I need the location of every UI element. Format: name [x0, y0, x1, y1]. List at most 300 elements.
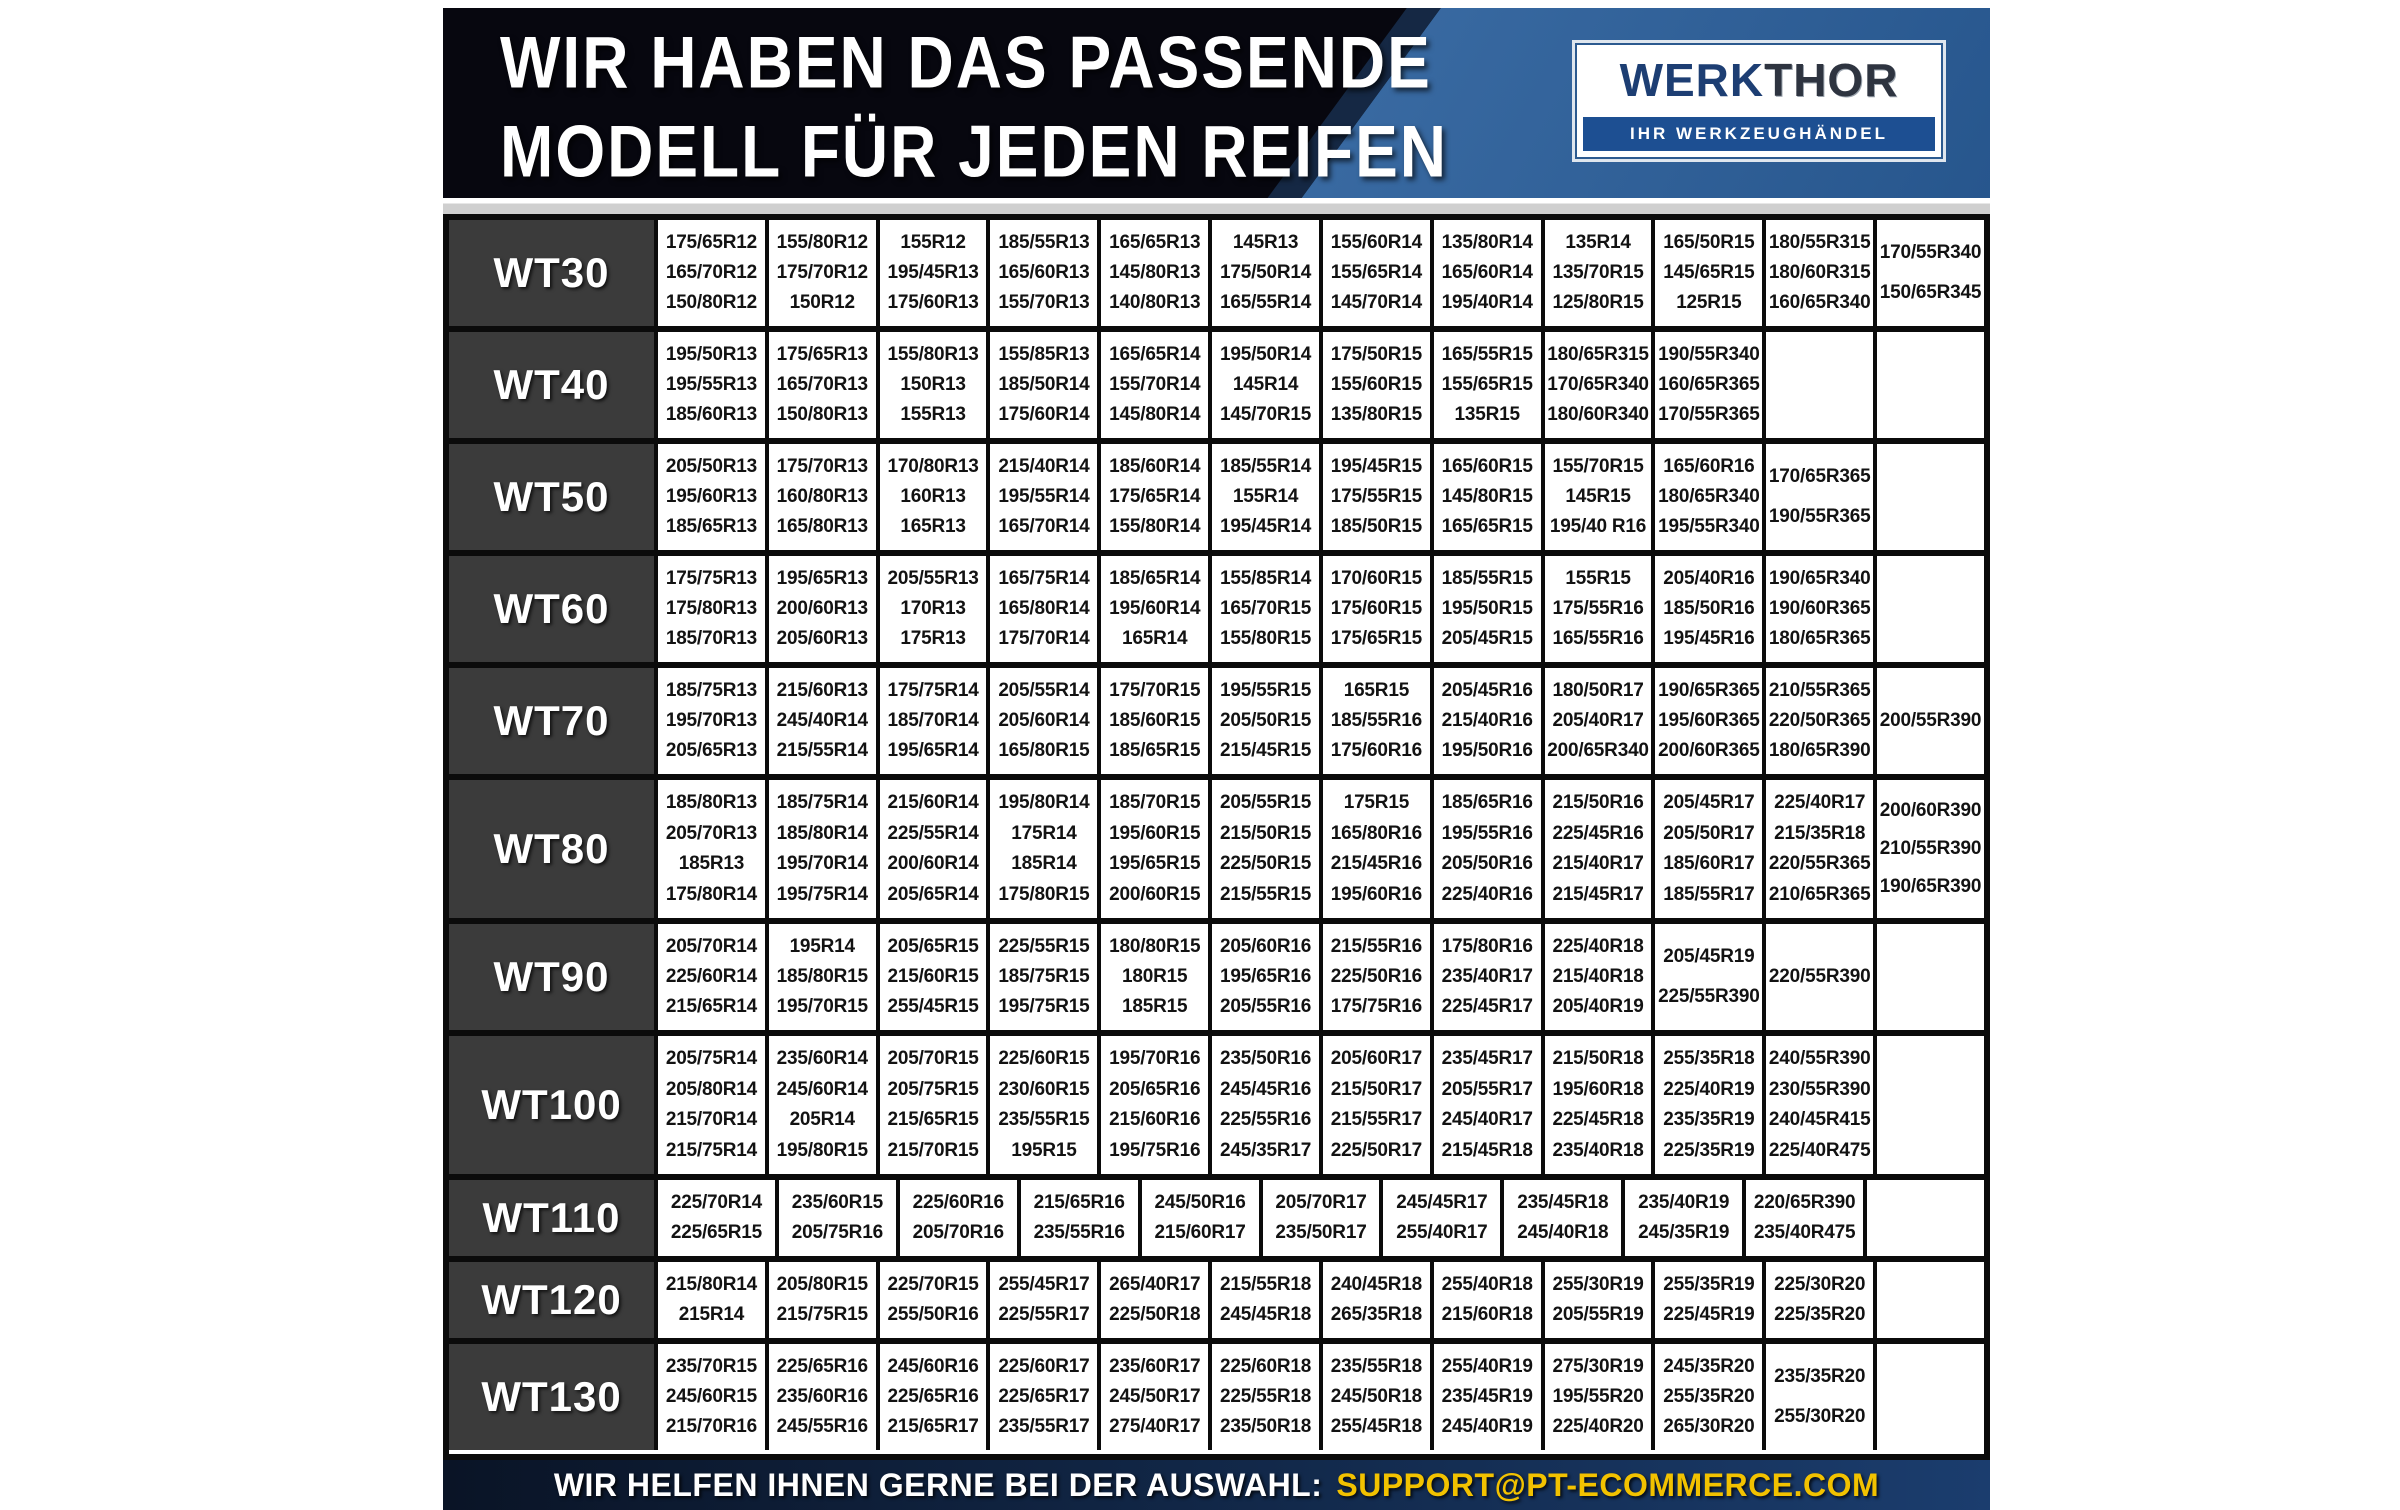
tire-size: 145/80R14	[1109, 404, 1201, 425]
tire-size: 215/50R16	[1552, 792, 1644, 814]
tire-size: 195/45R15	[1330, 456, 1422, 477]
tire-size-cell	[1379, 1180, 1500, 1256]
model-label: WT70	[449, 668, 654, 774]
tire-size: 185/70R15	[1109, 792, 1201, 814]
tire-size-cell	[1319, 924, 1430, 1030]
tire-size: 135R15	[1454, 404, 1520, 425]
tire-size: 225/40R20	[1552, 1416, 1644, 1437]
tire-size: 225/70R14	[670, 1192, 763, 1213]
footer-bar	[443, 1460, 1990, 1510]
row-cells	[654, 220, 1984, 326]
footer-support-email: SUPPORT@PT-ECOMMERCE.COM	[1336, 1466, 1880, 1503]
tire-size: 155/80R12	[776, 232, 868, 253]
tire-size: 200/55R390	[1879, 710, 1982, 731]
tire-size: 240/55R390	[1768, 1048, 1871, 1070]
tire-size: 245/35R20	[1663, 1356, 1755, 1377]
tire-size: 195/55R20	[1552, 1386, 1644, 1407]
tire-size: 200/60R390	[1879, 800, 1982, 821]
tire-size: 135/70R15	[1552, 262, 1644, 283]
tire-size: 185/65R15	[1109, 740, 1201, 761]
tire-size: 235/50R17	[1275, 1222, 1367, 1243]
tire-size-cell	[1651, 924, 1762, 1030]
tire-size-cell	[986, 924, 1097, 1030]
tire-size: 185/55R15	[1441, 568, 1533, 589]
row-cells	[654, 1262, 1984, 1338]
tire-size: 205/55R13	[887, 568, 979, 589]
tire-size: 240/45R18	[1330, 1274, 1422, 1295]
tire-size: 195/45R16	[1663, 628, 1755, 649]
table-row	[449, 550, 1984, 662]
tire-size: 190/55R340	[1658, 344, 1760, 365]
tire-size: 150R13	[900, 374, 966, 395]
tire-size: 210/55R365	[1768, 680, 1871, 701]
tire-size: 195/45R14	[1219, 516, 1312, 537]
tire-size-cell	[775, 1180, 896, 1256]
tire-size-cell	[654, 1036, 765, 1174]
tire-size: 180/60R315	[1768, 262, 1871, 283]
tire-size: 180R15	[1122, 966, 1188, 987]
table-row	[449, 438, 1984, 550]
tire-size: 235/40R475	[1753, 1222, 1856, 1243]
tire-size-cell	[765, 780, 876, 918]
tire-size: 165/55R16	[1552, 628, 1644, 649]
tire-size: 205/70R16	[912, 1222, 1004, 1243]
tire-size: 225/60R15	[998, 1048, 1090, 1070]
tire-size: 205/65R16	[1109, 1078, 1201, 1100]
tire-size: 135/80R15	[1330, 404, 1422, 425]
title-line-2: MODELL FÜR JEDEN REIFEN	[500, 110, 1448, 193]
tire-size-cell	[876, 1262, 987, 1338]
table-row	[449, 1030, 1984, 1174]
tire-size: 265/40R17	[1109, 1274, 1201, 1295]
tire-size: 195/70R13	[665, 710, 757, 731]
tire-size-cell	[765, 220, 876, 326]
tire-size-cell	[1541, 668, 1652, 774]
tire-size: 180/80R15	[1109, 936, 1201, 957]
tire-size: 225/55R18	[1219, 1386, 1312, 1407]
tire-size: 205/70R17	[1275, 1192, 1367, 1213]
tire-size: 175R13	[900, 628, 966, 649]
tire-size: 205/60R13	[776, 628, 868, 649]
tire-size: 215/75R15	[776, 1304, 868, 1325]
tire-size: 205/55R17	[1441, 1078, 1533, 1100]
tire-size: 175/65R13	[776, 344, 868, 365]
tire-size: 175/50R14	[1219, 262, 1312, 283]
tire-size: 185/55R16	[1330, 710, 1422, 731]
tire-size: 245/50R16	[1154, 1192, 1246, 1213]
tire-size: 175/75R13	[665, 568, 757, 589]
tire-size: 195/50R13	[665, 344, 757, 365]
tire-size: 175/75R14	[887, 680, 979, 701]
tire-size: 205/50R15	[1219, 710, 1312, 731]
row-cells	[654, 1180, 1984, 1256]
tire-size-cell	[1319, 668, 1430, 774]
tire-size: 205/65R14	[887, 883, 979, 905]
tire-size: 225/55R17	[998, 1304, 1090, 1325]
tire-size-cell	[986, 1262, 1097, 1338]
tire-size: 225/60R14	[665, 966, 757, 987]
tire-size: 155R15	[1565, 568, 1631, 589]
tire-size: 145R15	[1565, 486, 1631, 507]
tire-size: 205/45R16	[1441, 680, 1533, 701]
table-row	[449, 1256, 1984, 1338]
tire-size: 195/65R16	[1219, 966, 1312, 987]
tire-size: 195/55R16	[1441, 822, 1533, 844]
tire-size: 225/50R16	[1330, 966, 1422, 987]
tire-size: 220/65R390	[1753, 1192, 1856, 1213]
tire-size: 245/45R18	[1219, 1304, 1312, 1325]
tire-size-cell	[1430, 1036, 1541, 1174]
page-title	[500, 18, 1448, 196]
tire-size: 255/45R17	[998, 1274, 1090, 1295]
tire-size: 160/80R13	[776, 486, 868, 507]
tire-size: 185/70R13	[665, 628, 757, 649]
tire-size: 200/60R15	[1109, 883, 1201, 905]
tire-size: 205/60R14	[998, 710, 1090, 731]
tire-size: 215/55R15	[1219, 883, 1312, 905]
tire-size: 165R14	[1122, 628, 1188, 649]
tire-size: 200/60R14	[887, 853, 979, 875]
tire-size: 210/65R365	[1768, 883, 1871, 905]
tire-size: 215/40R16	[1441, 710, 1533, 731]
tire-size: 220/55R365	[1768, 853, 1871, 875]
row-cells	[654, 444, 1984, 550]
model-label: WT100	[449, 1036, 654, 1174]
tire-size: 225/70R15	[887, 1274, 979, 1295]
tire-size: 215/50R17	[1330, 1078, 1422, 1100]
tire-size: 215/60R14	[887, 792, 979, 814]
tire-size-cell	[1208, 668, 1319, 774]
table-row	[449, 220, 1984, 326]
tire-size: 235/50R16	[1219, 1048, 1312, 1070]
tire-size-cell	[1541, 556, 1652, 662]
tire-size-cell	[1430, 220, 1541, 326]
row-cells	[654, 1036, 1984, 1174]
tire-size: 195/50R16	[1441, 740, 1533, 761]
tire-size-cell	[1430, 444, 1541, 550]
tire-size: 215/60R17	[1154, 1222, 1246, 1243]
tire-size-cell	[986, 332, 1097, 438]
tire-size-cell	[654, 556, 765, 662]
tire-size-cell	[1097, 1262, 1208, 1338]
tire-size-cell	[654, 1262, 765, 1338]
tire-size-cell	[654, 780, 765, 918]
tire-size-cell	[1873, 780, 1984, 918]
tire-size-cell	[1097, 220, 1208, 326]
tire-size: 175/70R14	[998, 628, 1090, 649]
tire-size-cell	[1742, 1180, 1863, 1256]
tire-size: 235/60R16	[776, 1386, 868, 1407]
tire-size-cell	[654, 332, 765, 438]
tire-size: 225/65R15	[670, 1222, 763, 1243]
tire-size: 225/30R20	[1774, 1274, 1866, 1295]
tire-size: 215/70R15	[887, 1139, 979, 1161]
empty-cell	[1762, 332, 1873, 438]
tire-size: 225/40R19	[1663, 1078, 1755, 1100]
tire-size: 205/50R17	[1663, 822, 1755, 844]
tire-size-cell	[1208, 556, 1319, 662]
tire-size: 190/65R340	[1768, 568, 1871, 589]
tire-size: 180/65R390	[1768, 740, 1871, 761]
tire-size: 195/40 R16	[1549, 516, 1647, 537]
table-row	[449, 918, 1984, 1030]
tire-size-cell	[876, 220, 987, 326]
tire-size-cell	[765, 1036, 876, 1174]
tire-size-cell	[986, 220, 1097, 326]
tire-size: 185/75R15	[998, 966, 1090, 987]
tire-size: 175/75R16	[1330, 996, 1422, 1017]
tire-size: 195/75R15	[998, 996, 1090, 1017]
tire-size: 185/60R13	[665, 404, 757, 425]
tire-size-cell	[1651, 1262, 1762, 1338]
tire-size: 215/55R18	[1219, 1274, 1312, 1295]
tire-size: 205/45R15	[1441, 628, 1533, 649]
tire-size: 195/60R18	[1552, 1078, 1644, 1100]
tire-size-cell	[1873, 668, 1984, 774]
tire-size: 245/60R14	[776, 1078, 868, 1100]
tire-size: 180/65R315	[1547, 344, 1649, 365]
tire-size-cell	[1430, 1262, 1541, 1338]
tire-size: 195R15	[1011, 1139, 1077, 1161]
tire-size: 175/80R15	[998, 883, 1090, 905]
tire-size: 235/55R17	[998, 1416, 1090, 1437]
tire-size: 160/65R340	[1768, 292, 1871, 313]
empty-cell	[1873, 1344, 1984, 1450]
tire-size-cell	[1541, 924, 1652, 1030]
tire-size: 185/80R13	[665, 792, 757, 814]
model-label: WT40	[449, 332, 654, 438]
tire-size-cell	[1097, 1036, 1208, 1174]
tire-size: 225/35R19	[1663, 1139, 1755, 1161]
tire-size-cell	[654, 444, 765, 550]
tire-size: 175/55R16	[1552, 598, 1644, 619]
tire-size: 275/40R17	[1109, 1416, 1201, 1437]
tire-size: 175/70R15	[1109, 680, 1201, 701]
tire-size: 200/65R340	[1547, 740, 1649, 761]
tire-size: 145R13	[1232, 232, 1299, 253]
tire-size: 195/45R13	[887, 262, 979, 283]
tire-size-cell	[1097, 556, 1208, 662]
tire-size: 225/40R17	[1774, 792, 1866, 814]
tire-size: 255/40R17	[1396, 1222, 1488, 1243]
tire-size-cell	[1762, 668, 1873, 774]
tire-size: 225/45R17	[1441, 996, 1533, 1017]
tire-size: 215/40R14	[998, 456, 1090, 477]
tire-size: 255/45R18	[1330, 1416, 1422, 1437]
tire-size: 225/60R18	[1219, 1356, 1312, 1377]
tire-size: 225/45R18	[1552, 1109, 1644, 1131]
tire-size: 225/60R16	[912, 1192, 1004, 1213]
tire-size: 165/55R14	[1219, 292, 1312, 313]
tire-size: 155/70R13	[998, 292, 1090, 313]
tire-size: 215/45R15	[1219, 740, 1312, 761]
tire-size: 195/60R14	[1109, 598, 1201, 619]
tire-size-cell	[1097, 444, 1208, 550]
table-row	[449, 1174, 1984, 1256]
tire-size: 245/45R16	[1219, 1078, 1312, 1100]
tire-size-cell	[876, 1036, 987, 1174]
tire-size: 215/60R16	[1109, 1109, 1201, 1131]
tire-size: 215/65R16	[1033, 1192, 1125, 1213]
tire-size: 155/60R14	[1330, 232, 1422, 253]
tire-size: 225/40R18	[1552, 936, 1644, 957]
tire-size: 205R14	[789, 1109, 855, 1131]
tire-size: 195/60R365	[1658, 710, 1760, 731]
tire-size-cell	[1097, 1344, 1208, 1450]
tire-size: 170/65R365	[1768, 466, 1871, 487]
tire-size: 185/60R17	[1663, 853, 1755, 875]
tire-size-cell	[1208, 780, 1319, 918]
tire-size: 235/40R18	[1552, 1139, 1644, 1161]
tire-size: 255/35R19	[1663, 1274, 1755, 1295]
tire-size: 220/50R365	[1768, 710, 1871, 731]
model-label: WT90	[449, 924, 654, 1030]
tire-size: 175/60R15	[1330, 598, 1422, 619]
tire-size: 245/60R16	[887, 1356, 979, 1377]
tire-size: 155/80R15	[1219, 628, 1312, 649]
tire-size: 175/80R16	[1441, 936, 1533, 957]
tire-size: 205/70R13	[665, 822, 757, 844]
tire-size: 215/45R18	[1441, 1139, 1533, 1161]
tire-size: 145/80R13	[1109, 262, 1201, 283]
tire-size-cell	[765, 556, 876, 662]
tire-size-cell	[1651, 444, 1762, 550]
tire-size-cell	[1762, 924, 1873, 1030]
tire-size: 185/75R13	[665, 680, 757, 701]
tire-size-cell	[1430, 668, 1541, 774]
tire-size: 225/50R18	[1109, 1304, 1201, 1325]
tire-size-cell	[876, 780, 987, 918]
tire-size: 205/80R15	[776, 1274, 868, 1295]
tire-size-cell	[1208, 444, 1319, 550]
logo-brand-thor: THOR	[1764, 54, 1899, 106]
tire-size: 155/80R13	[887, 344, 979, 365]
tire-size: 230/60R15	[998, 1078, 1090, 1100]
row-cells	[654, 924, 1984, 1030]
tire-size: 235/40R17	[1441, 966, 1533, 987]
tire-size: 195/60R15	[1109, 822, 1201, 844]
tire-size: 225/40R475	[1768, 1139, 1871, 1161]
tire-size-cell	[876, 444, 987, 550]
empty-cell	[1873, 1036, 1984, 1174]
tire-size: 180/50R17	[1552, 680, 1644, 701]
tire-size: 235/45R17	[1441, 1048, 1533, 1070]
tire-size-cell	[1097, 780, 1208, 918]
tire-size: 205/55R15	[1219, 792, 1312, 814]
tire-size-cell	[876, 1344, 987, 1450]
tire-size-cell	[654, 668, 765, 774]
tire-size-cell	[986, 556, 1097, 662]
tire-size-cell	[654, 1344, 765, 1450]
tire-size: 175/80R13	[665, 598, 757, 619]
empty-cell	[1873, 1262, 1984, 1338]
tire-size: 175R14	[1011, 822, 1077, 844]
tire-size: 180/65R340	[1658, 486, 1760, 507]
tire-size: 255/40R19	[1441, 1356, 1533, 1377]
tire-size: 230/55R390	[1768, 1078, 1871, 1100]
tire-size: 150/65R345	[1879, 282, 1982, 303]
tire-size: 225/55R390	[1658, 986, 1760, 1007]
tire-size: 245/40R19	[1441, 1416, 1533, 1437]
tire-size: 195/70R16	[1109, 1048, 1201, 1070]
tire-size: 170/55R365	[1658, 404, 1760, 425]
tire-size: 215/70R14	[665, 1109, 757, 1131]
tire-size: 195/65R14	[887, 740, 979, 761]
tire-size-cell	[1651, 780, 1762, 918]
tire-size-cell	[896, 1180, 1017, 1256]
tire-size: 185/65R14	[1109, 568, 1201, 589]
tire-size: 215/60R18	[1441, 1304, 1533, 1325]
tire-size: 175/70R13	[776, 456, 868, 477]
tire-size-cell	[654, 1180, 775, 1256]
table-row	[449, 662, 1984, 774]
tire-size-cell	[1541, 1036, 1652, 1174]
tire-size: 175/65R14	[1109, 486, 1201, 507]
tire-size: 185/50R15	[1330, 516, 1422, 537]
tire-size-cell	[1762, 556, 1873, 662]
tire-size: 165/70R14	[998, 516, 1090, 537]
tire-size: 195/80R15	[776, 1139, 868, 1161]
table-row	[449, 1338, 1984, 1450]
tire-size: 185/50R14	[998, 374, 1090, 395]
tire-size: 165/70R13	[776, 374, 868, 395]
tire-size: 215/65R15	[887, 1109, 979, 1131]
tire-size: 205/55R16	[1219, 996, 1312, 1017]
tire-size: 215/45R16	[1330, 853, 1422, 875]
tire-size: 225/45R16	[1552, 822, 1644, 844]
table-row	[449, 774, 1984, 918]
tire-size-cell	[1319, 444, 1430, 550]
tire-size-cell	[876, 332, 987, 438]
tire-size: 205/50R16	[1441, 853, 1533, 875]
empty-cell	[1863, 1180, 1984, 1256]
tire-size: 175/60R13	[887, 292, 979, 313]
tire-size: 150/80R12	[665, 292, 757, 313]
tire-size-cell	[765, 924, 876, 1030]
tire-size: 185/60R15	[1109, 710, 1201, 731]
tire-size: 170R13	[900, 598, 966, 619]
tire-size-cell	[1208, 220, 1319, 326]
tire-size: 175/55R15	[1330, 486, 1422, 507]
tire-size-cell	[765, 1344, 876, 1450]
tire-size-cell	[1762, 1036, 1873, 1174]
tire-size-cell	[1208, 924, 1319, 1030]
tire-size: 175/65R15	[1330, 628, 1422, 649]
tire-size: 170/65R340	[1547, 374, 1649, 395]
tire-size: 200/60R13	[776, 598, 868, 619]
tire-size: 165/60R16	[1663, 456, 1755, 477]
tire-size: 225/45R19	[1663, 1304, 1755, 1325]
empty-cell	[1873, 444, 1984, 550]
model-label: WT30	[449, 220, 654, 326]
tire-size: 185R14	[1011, 853, 1077, 875]
tire-size-cell	[1097, 332, 1208, 438]
tire-size: 225/55R16	[1219, 1109, 1312, 1131]
tire-size: 170/60R15	[1330, 568, 1422, 589]
tire-size: 165/70R15	[1219, 598, 1312, 619]
tire-size: 165/65R14	[1109, 344, 1201, 365]
tire-size: 170/80R13	[887, 456, 979, 477]
tire-size: 205/65R15	[887, 936, 979, 957]
tire-size: 175/80R14	[665, 883, 757, 905]
tire-size: 205/55R14	[998, 680, 1090, 701]
tire-size: 160/65R365	[1658, 374, 1760, 395]
tire-size: 165/65R13	[1109, 232, 1201, 253]
tire-size: 135/80R14	[1441, 232, 1533, 253]
tire-size: 240/45R415	[1768, 1109, 1871, 1131]
tire-size: 145/70R14	[1330, 292, 1422, 313]
tire-size: 165/50R15	[1663, 232, 1755, 253]
